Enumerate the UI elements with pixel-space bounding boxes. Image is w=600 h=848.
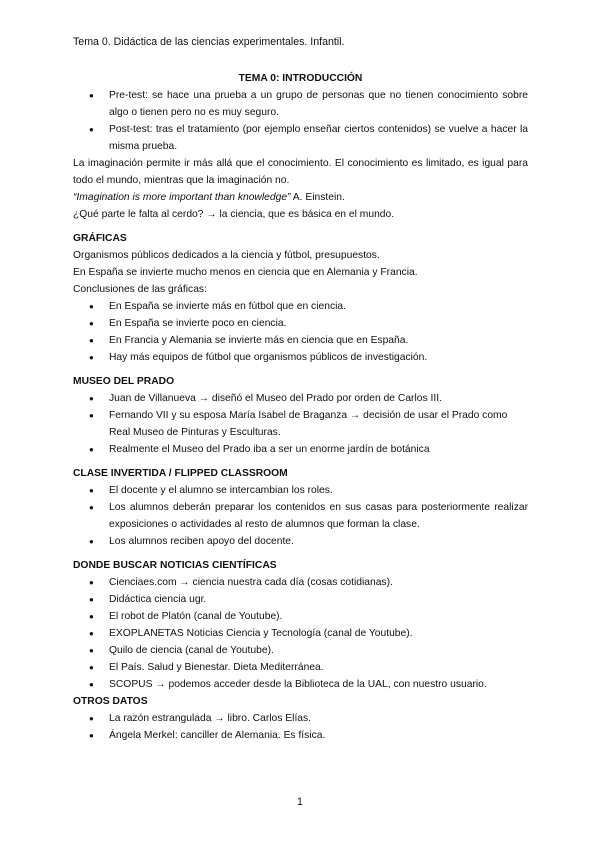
list-item: ● En España se invierte más en fútbol que en ciencia. [73,298,528,315]
section-heading-clase: CLASE INVERTIDA / FLIPPED CLASSROOM [73,468,288,479]
question-line: ¿Qué parte le falta al cerdo? → la ciencia, que es básica en el mundo. [73,209,395,220]
noticias-list [73,574,528,693]
list-item: ● El País. Salud y Bienestar. Dieta Mediterránea. [73,659,528,676]
list-item: ● Ángela Merkel: canciller de Alemania. Es física. [73,727,528,744]
list-item: ● Los alumnos reciben apoyo del docente. [73,533,528,550]
list-item: ● Didáctica ciencia ugr. [73,591,528,608]
text-line: Conclusiones de las gráficas: [73,284,207,295]
list-item: ● Realmente el Museo del Prado iba a ser un enorme jardín de botánica [73,441,528,458]
quote-line [73,189,528,206]
list-item: ● SCOPUS → podemos acceder desde la Biblioteca de la UAL, con nuestro usuario. [73,676,528,693]
list-item: ● El docente y el alumno se intercambian los roles. [73,482,528,499]
page-header: Tema 0. Didáctica de las ciencias experimentales. Infantil. [73,36,345,48]
page-number: 1 [297,796,303,808]
quote-text: “Imagination is more important than knowledge” [73,192,291,203]
list-item: ● El robot de Platón (canal de Youtube). [73,608,528,625]
list-item: ● Juan de Villanueva → diseñó el Museo del Prado por orden de Carlos III. [73,390,528,407]
list-item: ● La razón estrangulada → libro. Carlos Elías. [73,710,528,727]
page-content [73,70,528,744]
intro-paragraph: La imaginación permite ir más allá que el conocimiento. El conocimiento es limitado, es igual para todo el mundo, mientras que la imaginación no. [73,158,528,186]
section-heading-museo: MUSEO DEL PRADO [73,376,175,387]
list-item: ● Quilo de ciencia (canal de Youtube). [73,642,528,659]
list-item: ● Hay más equipos de fútbol que organismos públicos de investigación. [73,349,528,366]
list-item: ● Post-test: tras el tratamiento (por ejemplo enseñar ciertos contenidos) se vuelve a hacer la misma prueba. [73,121,528,155]
page-title: TEMA 0: INTRODUCCIÓN [238,73,363,84]
list-item: ● Fernando VII y su esposa María Isabel de Braganza → decisión de usar el Prado como Real Museo de Pinturas y Esculturas. [73,407,528,441]
list-item: ● Los alumnos deberán preparar los contenidos en sus casas para posteriormente realizar exposiciones o actividades al resto de alumnos que forman la clase. [73,499,528,533]
graficas-list [73,298,528,366]
list-item: ● Cienciaes.com → ciencia nuestra cada día (cosas cotidianas). [73,574,528,591]
section-heading-otros: OTROS DATOS [73,696,148,707]
section-heading-graficas: GRÁFICAS [73,233,127,244]
list-item: ● En España se invierte poco en ciencia. [73,315,528,332]
list-item: ● Pre-test: se hace una prueba a un grupo de personas que no tienen conocimiento sobre algo o tienen pero no es muy seguro. [73,87,528,121]
intro-list [73,87,528,155]
list-item: ● En Francia y Alemania se invierte más en ciencia que en España. [73,332,528,349]
museo-list [73,390,528,458]
list-item: ● EXOPLANETAS Noticias Ciencia y Tecnología (canal de Youtube). [73,625,528,642]
text-line: En España se invierte mucho menos en ciencia que en Alemania y Francia. [73,267,418,278]
quote-author: A. Einstein. [292,192,345,203]
clase-list [73,482,528,550]
otros-list [73,710,528,744]
text-line: Organismos públicos dedicados a la ciencia y fútbol, presupuestos. [73,250,380,261]
section-heading-noticias: DONDE BUSCAR NOTICIAS CIENTÍFICAS [73,560,277,571]
